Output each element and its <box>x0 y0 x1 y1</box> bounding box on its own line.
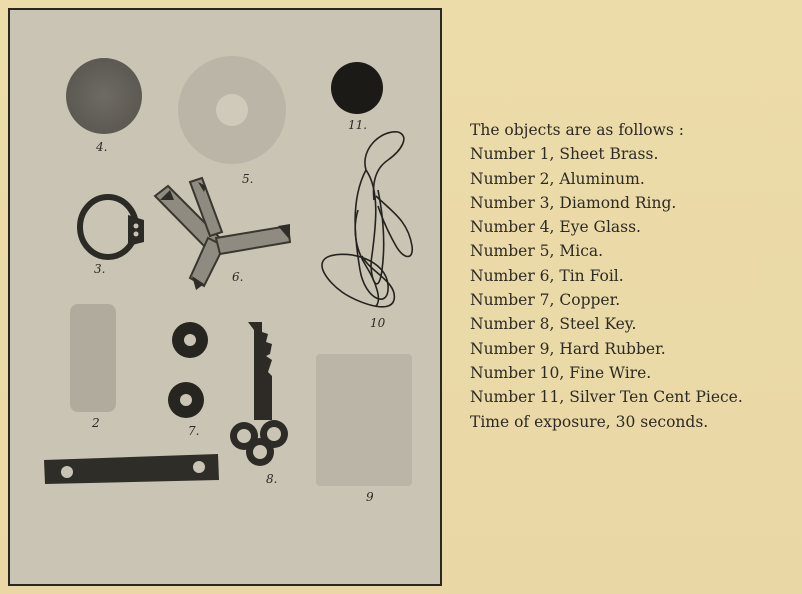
label-3: 3. <box>94 262 106 276</box>
label-9: 9 <box>366 490 374 504</box>
caption-line: Number 1, Sheet Brass. <box>470 145 659 164</box>
caption <box>470 118 790 434</box>
caption-line: Number 5, Mica. <box>470 242 604 261</box>
tin-foil-shadow <box>155 178 290 286</box>
caption-line: Number 7, Copper. <box>470 291 621 310</box>
label-6: 6. <box>232 270 244 284</box>
caption-heading: The objects are as follows : <box>470 121 685 139</box>
label-8: 8. <box>266 472 278 486</box>
label-11: 11. <box>348 118 368 132</box>
label-5: 5. <box>242 172 254 186</box>
caption-footer: Time of exposure, 30 seconds. <box>470 412 709 431</box>
label-7: 7. <box>188 424 200 438</box>
fine-wire-shadow <box>322 132 412 307</box>
caption-line: Number 6, Tin Foil. <box>470 266 624 285</box>
copper-shadow <box>168 322 208 418</box>
aluminum-shadow <box>70 304 116 412</box>
label-10: 10 <box>370 316 386 330</box>
caption-line: Number 3, Diamond Ring. <box>470 193 677 212</box>
caption-line: Number 9, Hard Rubber. <box>470 339 666 358</box>
x-ray-plate <box>8 8 442 586</box>
caption-line: Number 11, Silver Ten Cent Piece. <box>470 388 743 407</box>
diamond-ring-shadow <box>80 197 144 257</box>
eye-glass-shadow <box>66 58 142 134</box>
caption-line: Number 4, Eye Glass. <box>470 218 641 237</box>
label-4: 4. <box>96 140 108 154</box>
caption-line: Number 8, Steel Key. <box>470 315 637 334</box>
caption-line: Number 10, Fine Wire. <box>470 363 652 382</box>
label-2: 2 <box>92 416 100 430</box>
hard-rubber-shadow <box>316 354 412 486</box>
sheet-brass-shadow <box>44 454 219 484</box>
silver-dime-shadow <box>331 62 383 114</box>
steel-key-shadow <box>230 322 288 466</box>
x-ray-image <box>10 10 440 584</box>
caption-line: Number 2, Aluminum. <box>470 169 645 188</box>
